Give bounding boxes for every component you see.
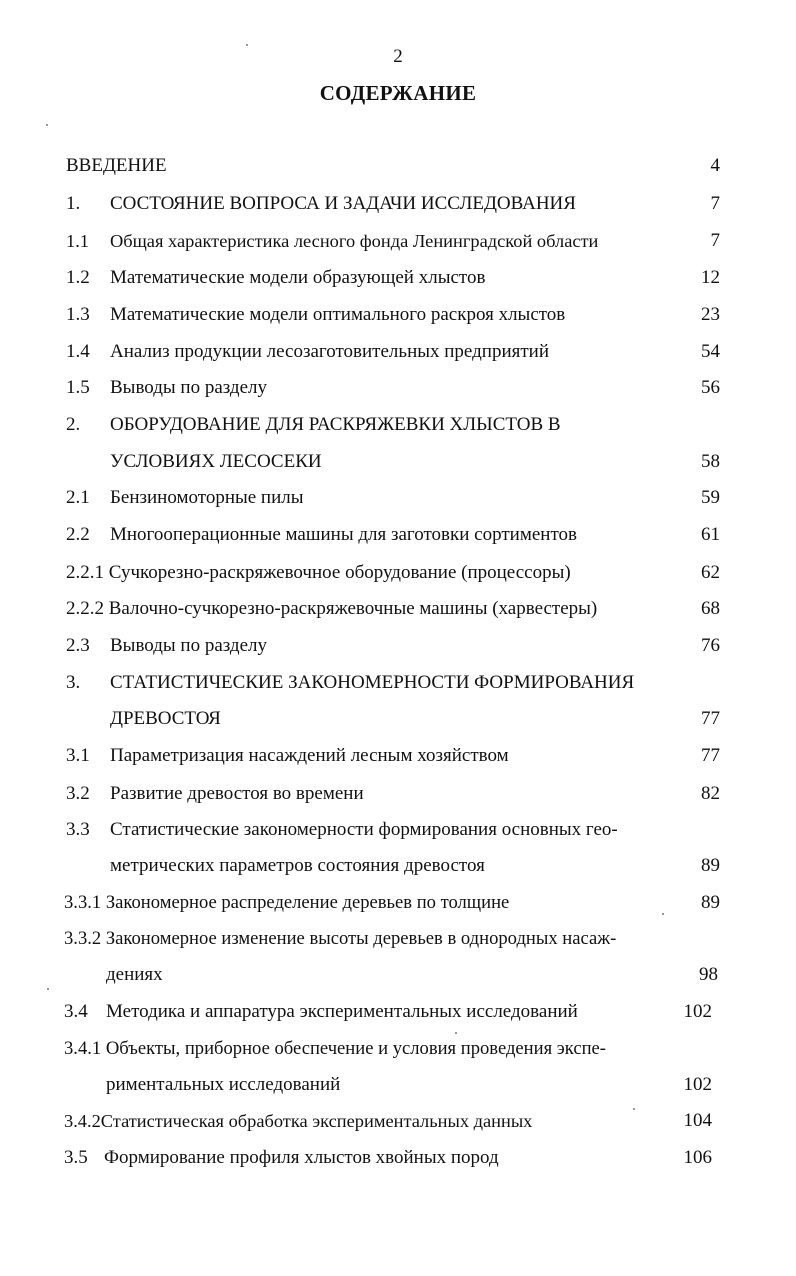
toc-entry-number: 1.4 (66, 341, 90, 362)
toc-entry-3-3 (66, 818, 618, 842)
toc-entry-3-3-1 (64, 891, 509, 915)
toc-entry-1-1 (66, 229, 598, 253)
toc-entry-number: 2.2.1 (66, 562, 104, 583)
toc-entry-page: 104 (683, 1110, 712, 1131)
toc-entry-text: Валочно-сучкорезно-раскряжевочные машины (харвестеры) (108, 598, 598, 619)
toc-entry-2 (66, 413, 561, 437)
toc-entry-text: Общая характеристика лесного фонда Ленинградской области (110, 231, 599, 251)
toc-entry-number: 1.1 (66, 231, 89, 251)
toc-entry-text: Математические модели оптимального раскроя хлыстов (110, 304, 566, 325)
toc-entry-page: 102 (683, 1001, 712, 1022)
toc-entry-2-1 (66, 486, 304, 510)
scan-speck (455, 1032, 457, 1034)
toc-entry-page: 4 (710, 155, 720, 176)
toc-entry-2-continuation: УСЛОВИЯХ ЛЕСОСЕКИ (110, 451, 322, 472)
toc-entry-page: 106 (683, 1147, 712, 1168)
toc-entry-text: Методика и аппаратура экспериментальных исследований (106, 1001, 578, 1022)
page-number: 2 (393, 46, 403, 67)
toc-entry-number: 3.3.2 (64, 928, 102, 949)
toc-entry-page: 7 (710, 193, 720, 214)
toc-entry-number: 3.4.1 (64, 1038, 102, 1059)
toc-entry-number: 3.1 (66, 745, 90, 766)
scan-speck (633, 1108, 635, 1110)
toc-entry-text: Статистическая обработка экспериментальных данных (100, 1111, 533, 1131)
toc-entry-number: 3.5 (64, 1147, 88, 1168)
toc-entry-page: 23 (701, 304, 720, 325)
toc-entry-text: Многооперационные машины для заготовки сортиментов (110, 524, 577, 545)
toc-entry-page: 77 (701, 708, 720, 729)
toc-entry-text: Выводы по разделу (110, 377, 268, 398)
toc-entry-number: 3. (66, 672, 81, 693)
toc-entry-text: СТАТИСТИЧЕСКИЕ ЗАКОНОМЕРНОСТИ ФОРМИРОВАНИЯ (110, 672, 635, 693)
toc-entry-page: 102 (683, 1074, 712, 1095)
toc-entry-text: Математические модели образующей хлыстов (110, 267, 486, 288)
toc-entry-page: 56 (701, 377, 720, 398)
toc-entry-2-3 (66, 634, 267, 658)
toc-entry-text: Анализ продукции лесозаготовительных предприятий (110, 341, 549, 362)
toc-entry-page: 61 (701, 524, 720, 545)
toc-entry-text: Бензиномоторные пилы (110, 487, 304, 508)
toc-entry-number: 3.3 (66, 819, 90, 840)
toc-entry-text: Формирование профиля хлыстов хвойных пород (104, 1147, 499, 1168)
toc-entry-3-4 (64, 1000, 578, 1024)
toc-entry-text: Сучкорезно-раскряжевочное оборудование (процессоры) (108, 562, 571, 583)
toc-entry-3 (66, 671, 634, 695)
toc-entry-number: 1.3 (66, 304, 90, 325)
toc-entry-page: 98 (699, 964, 718, 985)
toc-entry-1-4 (66, 340, 549, 364)
toc-entry-text: СОСТОЯНИЕ ВОПРОСА И ЗАДАЧИ ИССЛЕДОВАНИЯ (110, 193, 576, 214)
toc-entry-3-5 (64, 1146, 499, 1170)
toc-entry-1-5 (66, 376, 267, 400)
toc-entry-page: 68 (701, 598, 720, 619)
toc-entry-1 (66, 192, 576, 216)
toc-entry-page: 59 (701, 487, 720, 508)
toc-entry-3-3-continuation: метрических параметров состояния древостоя (110, 855, 485, 876)
scan-speck (47, 988, 49, 990)
toc-entry-page: 89 (701, 892, 720, 913)
toc-entry-text: ОБОРУДОВАНИЕ ДЛЯ РАСКРЯЖЕВКИ ХЛЫСТОВ В (110, 414, 561, 435)
toc-entry-number: 2.2.2 (66, 598, 104, 619)
toc-entry-number: 3.3.1 (64, 892, 102, 913)
toc-entry-3-1 (66, 744, 509, 768)
toc-entry-intro (66, 154, 167, 178)
toc-entry-2-2-1 (66, 561, 571, 585)
toc-entry-3-4-1 (64, 1037, 606, 1061)
toc-entry-3-4-1-continuation: риментальных исследований (106, 1074, 341, 1095)
scan-speck (246, 44, 248, 46)
toc-entry-3-3-2-continuation: дениях (106, 964, 163, 985)
toc-entry-page: 62 (701, 562, 720, 583)
toc-entry-text: Выводы по разделу (110, 635, 268, 656)
scan-speck (662, 913, 664, 915)
toc-entry-3-4-2 (64, 1109, 532, 1133)
toc-entry-number: 2. (66, 414, 81, 435)
toc-entry-1-2 (66, 266, 485, 290)
toc-entry-number: 2.3 (66, 635, 90, 656)
page-title: СОДЕРЖАНИЕ (319, 81, 477, 105)
toc-entry-number: 1.2 (66, 267, 90, 288)
toc-entry-page: 54 (701, 341, 720, 362)
toc-entry-number: 2.1 (66, 487, 90, 508)
toc-entry-3-3-2 (64, 927, 616, 951)
toc-entry-2-2-2 (66, 597, 597, 621)
toc-entry-page: 89 (701, 855, 720, 876)
toc-entry-3-continuation: ДРЕВОСТОЯ (110, 708, 221, 729)
toc-entry-page: 77 (701, 745, 720, 766)
scan-speck (46, 124, 48, 126)
toc-entry-number: 3.4.2 (64, 1111, 101, 1131)
toc-entry-page: 76 (701, 635, 720, 656)
toc-entry-page: 7 (710, 230, 720, 251)
toc-entry-number: 3.4 (64, 1001, 88, 1022)
toc-entry-number: 3.2 (66, 783, 90, 804)
toc-entry-text: Развитие древостоя во времени (110, 783, 364, 804)
toc-entry-text: ВВЕДЕНИЕ (66, 155, 167, 176)
toc-entry-3-2 (66, 782, 364, 806)
toc-entry-page: 82 (701, 783, 720, 804)
toc-entry-number: 1. (66, 193, 81, 214)
toc-entry-1-3 (66, 303, 565, 327)
toc-entry-page: 12 (701, 267, 720, 288)
toc-entry-text: Объекты, приборное обеспечение и условия проведения экспе- (105, 1038, 606, 1059)
toc-entry-number: 2.2 (66, 524, 90, 545)
toc-entry-text: Параметризация насаждений лесным хозяйством (110, 745, 509, 766)
toc-entry-2-2 (66, 523, 577, 547)
toc-entry-text: Закономерное распределение деревьев по толщине (105, 892, 510, 913)
toc-entry-text: Закономерное изменение высоты деревьев в однородных насаж- (105, 928, 617, 949)
toc-entry-number: 1.5 (66, 377, 90, 398)
toc-entry-page: 58 (701, 451, 720, 472)
toc-entry-text: Статистические закономерности формирования основных гео- (110, 819, 618, 840)
